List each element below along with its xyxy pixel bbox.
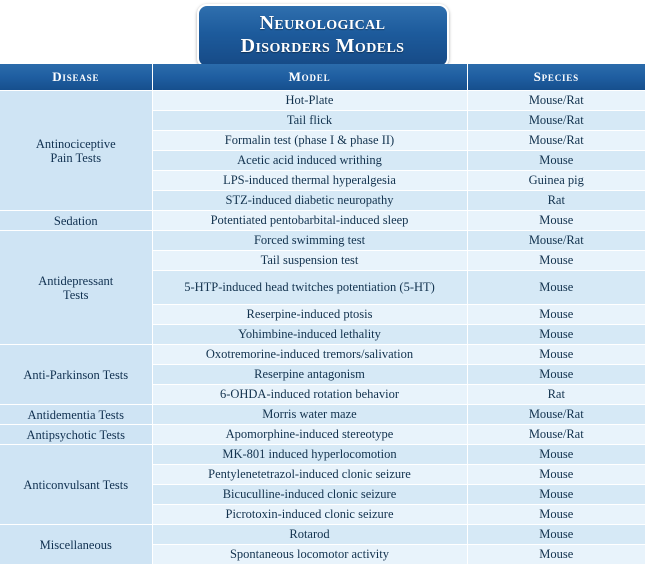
table-header-row — [0, 64, 645, 91]
table-row — [0, 405, 645, 425]
species-cell: Mouse — [467, 365, 645, 385]
species-cell: Mouse — [467, 271, 645, 305]
species-cell: Mouse/Rat — [467, 131, 645, 151]
species-cell: Mouse/Rat — [467, 111, 645, 131]
table-body — [0, 91, 645, 565]
title-line-1: Neurological — [259, 12, 386, 34]
model-cell: Pentylenetetrazol-induced clonic seizure — [152, 465, 467, 485]
title-banner-wrap — [0, 0, 645, 66]
disease-cell: Miscellaneous — [0, 525, 152, 565]
model-cell: Apomorphine-induced stereotype — [152, 425, 467, 445]
species-cell: Rat — [467, 385, 645, 405]
species-cell: Mouse — [467, 445, 645, 465]
model-cell: Tail suspension test — [152, 251, 467, 271]
column-header-species: Species — [467, 64, 645, 91]
table-row — [0, 211, 645, 231]
table-row — [0, 345, 645, 365]
model-cell: Acetic acid induced writhing — [152, 151, 467, 171]
species-cell: Rat — [467, 191, 645, 211]
model-cell: STZ-induced diabetic neuropathy — [152, 191, 467, 211]
table-row — [0, 445, 645, 465]
species-cell: Mouse/Rat — [467, 91, 645, 111]
model-cell: MK-801 induced hyperlocomotion — [152, 445, 467, 465]
species-cell: Mouse — [467, 151, 645, 171]
species-cell: Mouse/Rat — [467, 405, 645, 425]
species-cell: Mouse — [467, 211, 645, 231]
models-table — [0, 64, 645, 565]
table-row — [0, 525, 645, 545]
model-cell: Tail flick — [152, 111, 467, 131]
species-cell: Guinea pig — [467, 171, 645, 191]
disease-cell: Antipsychotic Tests — [0, 425, 152, 445]
model-cell: Formalin test (phase I & phase II) — [152, 131, 467, 151]
species-cell: Mouse — [467, 345, 645, 365]
table-row — [0, 231, 645, 251]
model-cell: Bicuculline-induced clonic seizure — [152, 485, 467, 505]
column-header-disease: Disease — [0, 64, 152, 91]
disease-cell: Antidepressant Tests — [0, 231, 152, 345]
model-cell: Rotarod — [152, 525, 467, 545]
title-line-2: Disorders Models — [240, 35, 405, 57]
model-cell: Reserpine-induced ptosis — [152, 305, 467, 325]
species-cell: Mouse/Rat — [467, 425, 645, 445]
model-cell: 6-OHDA-induced rotation behavior — [152, 385, 467, 405]
table-header — [0, 64, 645, 91]
disease-cell: Antidementia Tests — [0, 405, 152, 425]
species-cell: Mouse — [467, 525, 645, 545]
model-cell: LPS-induced thermal hyperalgesia — [152, 171, 467, 191]
disease-cell: Sedation — [0, 211, 152, 231]
model-cell: Spontaneous locomotor activity — [152, 545, 467, 565]
model-cell: Reserpine antagonism — [152, 365, 467, 385]
species-cell: Mouse — [467, 465, 645, 485]
title-banner — [197, 4, 449, 68]
species-cell: Mouse — [467, 251, 645, 271]
model-cell: Oxotremorine-induced tremors/salivation — [152, 345, 467, 365]
model-cell: 5-HTP-induced head twitches potentiation (5-HT) — [152, 271, 467, 305]
model-cell: Hot-Plate — [152, 91, 467, 111]
species-cell: Mouse/Rat — [467, 231, 645, 251]
model-cell: Forced swimming test — [152, 231, 467, 251]
table-row — [0, 91, 645, 111]
column-header-model: Model — [152, 64, 467, 91]
disease-cell: Anticonvulsant Tests — [0, 445, 152, 525]
species-cell: Mouse — [467, 505, 645, 525]
table-row — [0, 425, 645, 445]
species-cell: Mouse — [467, 545, 645, 565]
model-cell: Morris water maze — [152, 405, 467, 425]
species-cell: Mouse — [467, 305, 645, 325]
model-cell: Potentiated pentobarbital-induced sleep — [152, 211, 467, 231]
model-cell: Yohimbine-induced lethality — [152, 325, 467, 345]
disease-cell: Antinociceptive Pain Tests — [0, 91, 152, 211]
species-cell: Mouse — [467, 485, 645, 505]
model-cell: Picrotoxin-induced clonic seizure — [152, 505, 467, 525]
species-cell: Mouse — [467, 325, 645, 345]
disease-cell: Anti-Parkinson Tests — [0, 345, 152, 405]
